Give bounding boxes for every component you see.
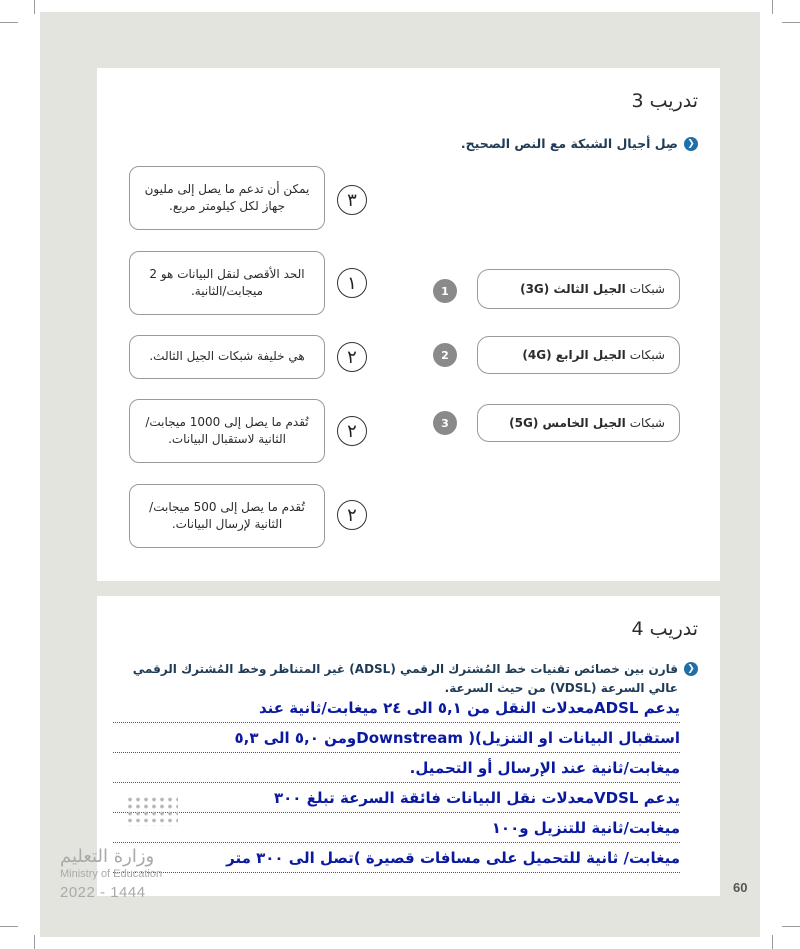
answer-circle-3[interactable]: ٢ (337, 342, 367, 372)
generation-number-2: 2 (433, 343, 457, 367)
answer-line-3[interactable]: ميغابت/ثانية عند الإرسال أو التحميل. (113, 755, 680, 783)
page-number: 60 (733, 880, 748, 895)
generation-name: الجيل الرابع (4G) (522, 348, 626, 362)
answer-line-6[interactable]: ميغابت/ ثانية للتحميل على مسافات قصيرة )تصل الى ٣٠٠ متر (113, 845, 680, 873)
answer-circle-5[interactable]: ٢ (337, 500, 367, 530)
generation-label: شبكات (629, 416, 665, 430)
exercise-4-card (97, 596, 720, 896)
answer-circle-1[interactable]: ٣ (337, 185, 367, 215)
answer-line-4[interactable]: يدعم VDSLمعدلات نقل البيانات فائقة السرعة تبلغ ٣٠٠ (113, 785, 680, 813)
answer-line-1[interactable]: يدعم ADSLمعدلات النقل من ٥,١ الى ٢٤ ميغابت/ثانية عند (113, 695, 680, 723)
generation-box-4g[interactable] (477, 336, 680, 374)
generation-box-5g[interactable] (477, 404, 680, 442)
generation-name: الجيل الثالث (3G) (520, 282, 626, 296)
generation-number-1: 1 (433, 279, 457, 303)
year-label: 2022 - 1444 (60, 884, 146, 901)
description-box-5[interactable]: تُقدم ما يصل إلى 500 ميجابت/الثانية لإرسال البيانات. (129, 484, 325, 548)
answer-line-2[interactable]: استقبال البيانات او التنزيل)( Downstreamومن ٥,٠ الى ٥,٣ (113, 725, 680, 753)
answer-circle-4[interactable]: ٢ (337, 416, 367, 446)
generation-label: شبكات (629, 348, 665, 362)
chevron-icon: ❮ (684, 662, 698, 676)
exercise-4-instruction-line-2: عالي السرعة (VDSL) من حيث السرعة. (444, 681, 678, 695)
generation-name: الجيل الخامس (5G) (509, 416, 626, 430)
instruction-line-1: قارن بين خصائص تقنيات خط المُشترك الرقمي (ADSL) غير المتناظر وخط المُشترك الرقمي (132, 662, 678, 676)
answer-line-5[interactable]: ميغابت/ثانية للتنزيل و١٠٠ (113, 815, 680, 843)
exercise-4-instruction (133, 662, 698, 676)
ministry-logo-arabic: وزارة التعليم (60, 846, 155, 867)
exercise-3-instruction (461, 136, 698, 151)
answer-circle-2[interactable]: ١ (337, 268, 367, 298)
description-box-4[interactable]: تُقدم ما يصل إلى 1000 ميجابت/الثانية لاستقبال البيانات. (129, 399, 325, 463)
ministry-logo-dots (126, 796, 178, 826)
instruction-text: صِل أجيال الشبكة مع النص الصحيح. (460, 136, 678, 151)
description-box-3[interactable]: هي خليفة شبكات الجيل الثالث. (129, 335, 325, 379)
generation-number-3: 3 (433, 411, 457, 435)
exercise-3-card (97, 68, 720, 581)
generation-box-3g[interactable] (477, 269, 680, 309)
generation-label: شبكات (629, 282, 665, 296)
chevron-icon: ❮ (684, 137, 698, 151)
description-box-1[interactable]: يمكن أن تدعم ما يصل إلى مليون جهاز لكل كيلومتر مربع. (129, 166, 325, 230)
exercise-3-title: تدريب 3 (631, 90, 698, 112)
description-box-2[interactable]: الحد الأقصى لنقل البيانات هو 2 ميجابت/الثانية. (129, 251, 325, 315)
exercise-4-title: تدريب 4 (631, 618, 698, 640)
ministry-name-english: Ministry of Education (60, 868, 163, 880)
